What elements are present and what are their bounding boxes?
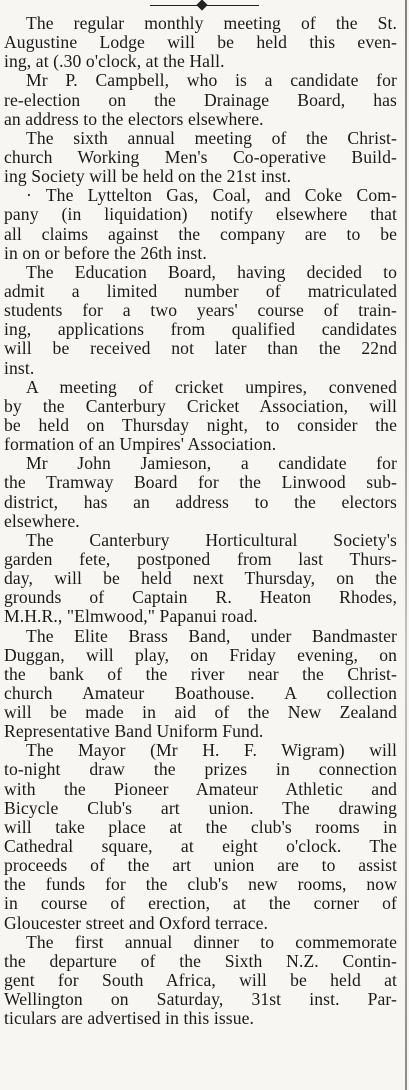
news-item-cricket-umpires — [4, 378, 397, 455]
divider-ornament — [196, 0, 207, 11]
text-line: The Education Board, having decided to — [26, 261, 397, 282]
news-item-elite-brass-band — [4, 627, 397, 742]
text-line: students for a two years' course of train- — [4, 300, 397, 321]
text-line: gent for South Africa, will be held at — [4, 970, 397, 991]
text-line: Bicycle Club's art union. The drawing — [4, 797, 397, 818]
text-line: M.H.R., "Elmwood," Papanui road. — [4, 606, 258, 627]
text-line: an address to the electors elsewhere. — [4, 108, 264, 129]
text-line: with the Pioneer Amateur Athletic and — [4, 778, 397, 799]
text-line: the Tramway Board for the Linwood sub- — [4, 472, 397, 493]
text-line: ing, applications from qualified candidates — [4, 319, 397, 340]
text-line: Duggan, will play, on Friday evening, on — [4, 644, 397, 665]
text-line: church Working Men's Co-operative Build- — [4, 146, 397, 167]
text-line: Mr John Jamieson, a candidate for — [26, 453, 397, 474]
text-line: be held on Thursday night, to consider the — [4, 414, 397, 435]
text-line: by the Canterbury Cricket Association, will — [4, 395, 397, 416]
text-line: re-election on the Drainage Board, has — [4, 89, 397, 110]
text-line: The first annual dinner to commemorate — [26, 931, 397, 952]
text-line: formation of an Umpires' Association. — [4, 434, 277, 455]
news-item-john-jamieson — [4, 454, 397, 531]
news-item-st-augustine-lodge — [4, 14, 397, 71]
news-item-horticultural-society — [4, 531, 397, 627]
news-item-sixth-contingent-dinner — [4, 933, 397, 1029]
news-column — [4, 14, 397, 1028]
text-line: The Elite Brass Band, under Bandmaster — [26, 625, 397, 646]
news-item-building-society — [4, 129, 397, 186]
text-line: Mr P. Campbell, who is a candidate for — [26, 70, 397, 91]
text-line: ing, at (.30 o'clock, at the Hall. — [4, 51, 225, 72]
text-line: pany (in liquidation) notify elsewhere that — [4, 204, 397, 225]
text-line: inst. — [4, 357, 35, 378]
text-line: elsewhere. — [4, 510, 80, 531]
text-line: to-night draw the prizes in connection — [4, 759, 397, 780]
text-line: ticulars are advertised in this issue. — [4, 1008, 255, 1029]
text-line: · The Lyttelton Gas, Coal, and Coke Com- — [26, 185, 397, 206]
text-line: church Amateur Boathouse. A collection — [4, 682, 397, 703]
text-line: will take place at the club's rooms in — [4, 816, 397, 837]
text-line: the bank of the river near the Christ- — [4, 663, 397, 684]
text-line: the departure of the Sixth N.Z. Contin- — [4, 950, 397, 971]
text-line: ing Society will be held on the 21st inst. — [4, 166, 292, 187]
news-item-p-campbell — [4, 71, 397, 128]
text-line: Gloucester street and Oxford terrace. — [4, 912, 269, 933]
text-line: The Mayor (Mr H. F. Wigram) will — [26, 740, 397, 761]
text-line: Augustine Lodge will be held this even- — [4, 32, 397, 53]
text-line: The Canterbury Horticultural Society's — [26, 529, 397, 550]
text-line: will be made in aid of the New Zealand — [4, 702, 397, 723]
text-line: in course of erection, at the corner of — [4, 893, 397, 914]
text-line: all claims against the company are to be — [4, 223, 397, 244]
section-divider — [0, 0, 409, 14]
text-line: Representative Band Uniform Fund. — [4, 721, 264, 742]
column-rule — [405, 0, 407, 1090]
text-line: The sixth annual meeting of the Christ- — [26, 127, 397, 148]
news-item-education-board — [4, 263, 397, 378]
text-line: will be received not later than the 22nd — [4, 338, 397, 359]
text-line: proceeds of the art union are to assist — [4, 855, 397, 876]
text-line: day, will be held next Thursday, on the — [4, 568, 397, 589]
text-line: grounds of Captain R. Heaton Rhodes, — [4, 587, 397, 608]
text-line: The regular monthly meeting of the St. — [26, 13, 397, 33]
text-line: garden fete, postponed from last Thurs- — [4, 548, 397, 569]
text-line: the funds for the club's new rooms, now — [4, 874, 397, 895]
text-line: admit a limited number of matriculated — [4, 280, 397, 301]
text-line: Wellington on Saturday, 31st inst. Par- — [4, 989, 397, 1010]
text-line: district, has an address to the electors — [4, 491, 397, 512]
text-line: A meeting of cricket umpires, convened — [26, 376, 397, 397]
text-line: in on or before the 26th inst. — [4, 242, 207, 263]
text-line: Cathedral square, at eight o'clock. The — [4, 836, 397, 857]
news-item-mayor-art-union — [4, 741, 397, 932]
news-item-lyttelton-gas — [4, 186, 397, 263]
